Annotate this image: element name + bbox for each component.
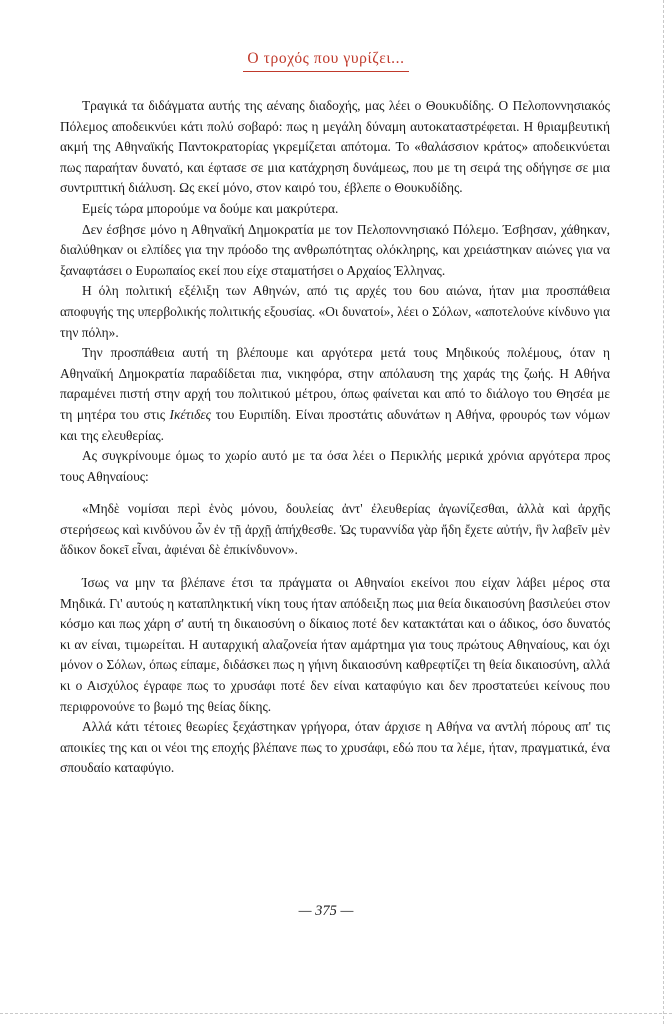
paragraph-4: Η όλη πολιτική εξέλιξη των Αθηνών, από τις αρχές του 6ου αιώνα, ήταν μια προσπάθεια αποφυγής της υπερβολικής πολιτικής εξουσίας. «Οι δυνατοί», λέει ο Σόλων, «αποτελούνε κίνδυνο για την πόλη». bbox=[60, 283, 610, 340]
running-head-text: Ο τροχός που γυρίζει... bbox=[243, 50, 408, 72]
page-edge-right bbox=[663, 0, 664, 1024]
page-number: — 375 — bbox=[298, 903, 354, 919]
paragraph-2: Εμείς τώρα μπορούμε να δούμε και μακρύτερα. bbox=[82, 200, 339, 216]
body-text bbox=[60, 96, 610, 779]
paragraph-5-before: Την προσπάθεια αυτή τη βλέπουμε και αργότερα μετά τους Μηδικούς πολέμους, όταν η Αθηναϊκή Δημοκρατία παραδίδεται πια, νικηφόρα, στην απόλαυση της χαράς της ζωής. Η Αθήνα παραμένει πιστή στην αρχή του πολιτικού μέτρου, όπως φαίνεται και από το διάλογο του Θησέα με τη μητέρα του στις bbox=[60, 345, 610, 422]
paragraph-6: Ας συγκρίνουμε όμως το χωρίο αυτό με τα όσα λέει ο Περικλής μερικά χρόνια αργότερα προς τους Αθηναίους: bbox=[60, 448, 610, 484]
work-title-iketides: Ικέτιδες bbox=[169, 406, 212, 422]
paragraph-8: Αλλά κάτι τέτοιες θεωρίες ξεχάστηκαν γρήγορα, όταν άρχισε η Αθήνα να αντλή πόρους απ' τις αποικίες της και οι νέοι της εποχής βλέπανε πως το χρυσάφι, εδώ που τα λέμε, ήταν, πραγματικά, ένα σπουδαίο καταφύγιο. bbox=[60, 719, 610, 776]
page-edge-bottom bbox=[0, 1013, 672, 1014]
paragraph-3: Δεν έσβησε μόνο η Αθηναϊκή Δημοκρατία με τον Πελοποννησιακό Πόλεμο. Έσβησαν, χάθηκαν, διαλύθηκαν οι ελπίδες για την πρόοδο της ανθρωπότητας ολόκληρης, και χρειάστηκαν αιώνες για να ξαναφτάσει ο Ευρωπαίος εκεί που είχε σταματήσει ο Αρχαίος Έλληνας. bbox=[60, 221, 610, 278]
paragraph-7: Ίσως να μην τα βλέπανε έτσι τα πράγματα οι Αθηναίοι εκείνοι που είχαν λάβει μέρος στα Μηδικά. Γι' αυτούς η καταπληκτική νίκη τους ήταν απόδειξη πως μια θεία δικαιοσύνη βασιλεύει στον κόσμο και πως χάρη σ' αυτή τη δικαιοσύνη ο δίκαιος ποτέ δεν κατακτάται και ο άδικος, όσο δυνατός κι αν είναι, τιμωρείται. Η αυταρχική αλαζονεία ήταν αμάρτημα για τους πρώτους Αθηναίους, και όχι μόνον ο Σόλων, όπως είπαμε, διδάσκει πως η γήινη δικαιοσύνη καθρεφτίζει τη θεία δικαιοσύνη, αλλά κι ο Αισχύλος έγραφε πως το χρυσάφι ποτέ δεν είναι καταφύγιο και δεν προστατεύει κείνους που περιφρονούνε το βωμό της θείας δίκης. bbox=[60, 575, 610, 714]
paragraph-5 bbox=[60, 343, 610, 446]
running-head bbox=[0, 50, 652, 72]
paragraph-5-after: του Ευριπίδη. Είναι προστάτις αδυνάτων η Αθήνα, φρουρός των νόμων και της ελευθερίας. bbox=[60, 406, 610, 443]
paragraph-1: Τραγικά τα διδάγματα αυτής της αέναης διαδοχής, μας λέει ο Θουκυδίδης. Ο Πελοποννησιακός Πόλεμος αποδεικνύει κάτι πολύ σοβαρό: πως η μεγάλη δύναμη αυτοκαταστρέφεται. Η θριαμβευτική ακμή της Αθηναϊκής Παντοκρατορίας γκρεμίζεται απότομα. Το «θαλάσσιον κράτος» αποδεικνύεται πως παραήταν δυνατό, και έφτασε σε μια κατάχρηση δυνάμεως, που με τη σειρά της οδήγησε σε μια συντριπτική διάλυση. Ως εκεί μόνο, στον καιρό του, έβλεπε ο Θουκυδίδης. bbox=[60, 98, 610, 196]
pericles-quote: «Μηδὲ νομίσαι περὶ ἑνὸς μόνου, δουλείας ἀντ' ἐλευθερίας ἀγωνίζεσθαι, ἀλλὰ καὶ ἀρχῆς στερήσεως καὶ κινδύνου ὧν ἐν τῇ ἀρχῇ ἀπήχθεσθε. Ὡς τυραννίδα γὰρ ἤδη ἔχετε αὐτήν, ἣν λαβεῖν μὲν ἄδικον δοκεῖ εἶναι, ἀφιέναι δὲ ἐπικίνδυνον». bbox=[60, 501, 610, 558]
